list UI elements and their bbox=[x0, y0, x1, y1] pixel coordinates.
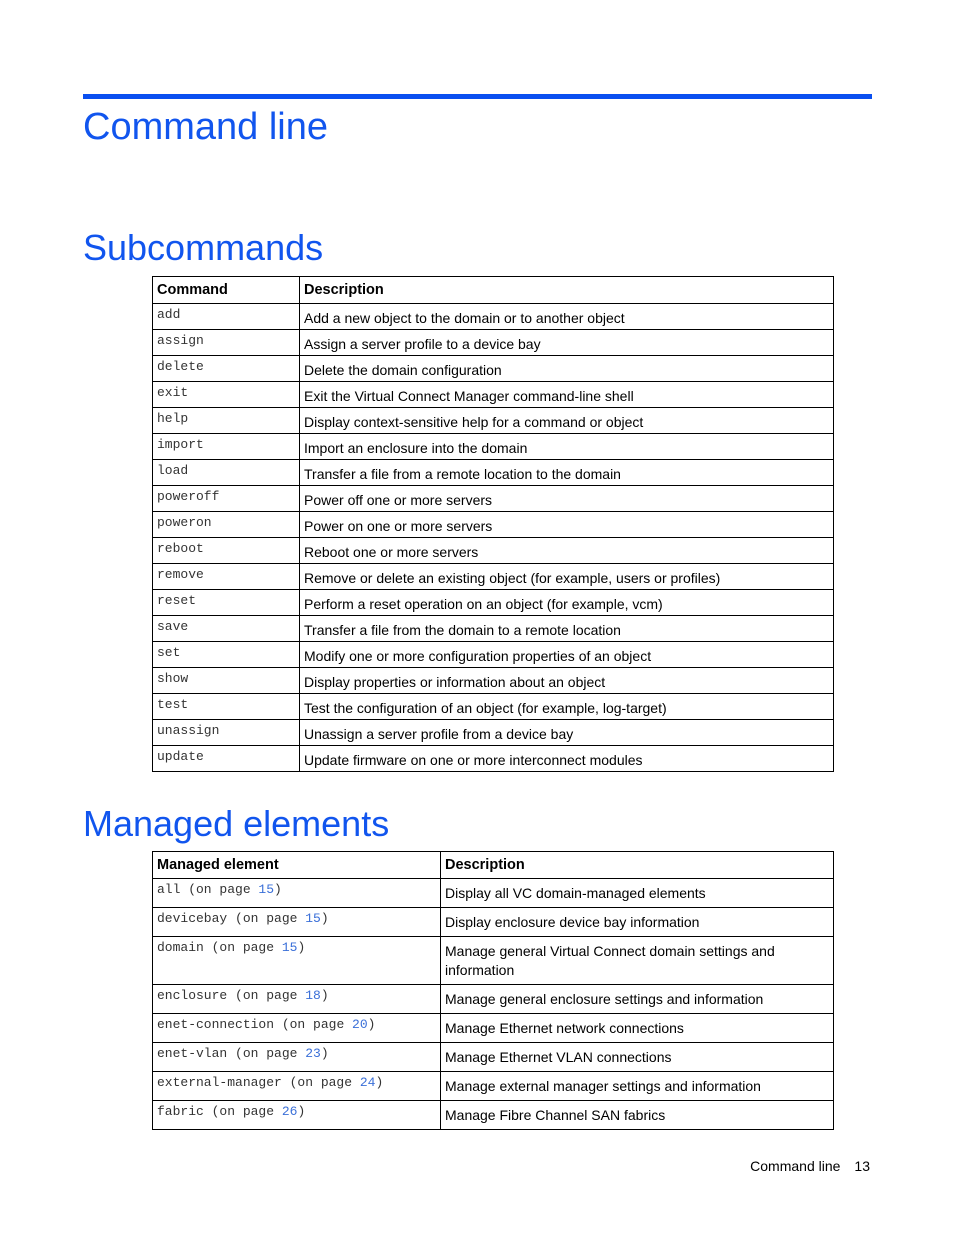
page-ref-suffix: ) bbox=[320, 1046, 329, 1061]
page-number: 13 bbox=[854, 1158, 870, 1174]
table-row bbox=[153, 434, 834, 460]
page-ref-prefix: (on page bbox=[180, 882, 259, 897]
table-row bbox=[153, 694, 834, 720]
table-row bbox=[153, 538, 834, 564]
description-cell: Perform a reset operation on an object (for example, vcm) bbox=[300, 590, 834, 616]
description-cell: Manage Fibre Channel SAN fabrics bbox=[441, 1101, 834, 1130]
command-cell: add bbox=[153, 304, 300, 330]
table-row bbox=[153, 720, 834, 746]
description-cell: Reboot one or more servers bbox=[300, 538, 834, 564]
page-ref-suffix: ) bbox=[320, 988, 329, 1003]
page-ref-prefix: (on page bbox=[203, 1104, 282, 1119]
description-cell: Test the configuration of an object (for example, log-target) bbox=[300, 694, 834, 720]
page-ref-suffix: ) bbox=[297, 940, 306, 955]
page-link[interactable]: 15 bbox=[305, 911, 321, 926]
description-cell: Power off one or more servers bbox=[300, 486, 834, 512]
description-cell: Display enclosure device bay information bbox=[441, 908, 834, 937]
table-row bbox=[153, 616, 834, 642]
table-row bbox=[153, 746, 834, 772]
element-name: all bbox=[157, 882, 181, 897]
element-name: external-manager bbox=[157, 1075, 282, 1090]
page-ref-prefix: (on page bbox=[227, 1046, 306, 1061]
page-link[interactable]: 18 bbox=[305, 988, 321, 1003]
page-link[interactable]: 23 bbox=[305, 1046, 321, 1061]
page-footer bbox=[750, 1158, 870, 1174]
page-link[interactable]: 26 bbox=[281, 1104, 298, 1119]
description-cell: Import an enclosure into the domain bbox=[300, 434, 834, 460]
managed-elements-table bbox=[152, 851, 834, 1130]
command-cell: remove bbox=[153, 564, 300, 590]
command-cell: unassign bbox=[153, 720, 300, 746]
table-row bbox=[153, 304, 834, 330]
description-cell: Manage Ethernet VLAN connections bbox=[441, 1043, 834, 1072]
command-cell: reboot bbox=[153, 538, 300, 564]
page-ref-prefix: (on page bbox=[203, 940, 282, 955]
description-cell: Display context-sensitive help for a command or object bbox=[300, 408, 834, 434]
description-cell: Remove or delete an existing object (for example, users or profiles) bbox=[300, 564, 834, 590]
element-name: enclosure bbox=[157, 988, 228, 1003]
element-name: fabric bbox=[157, 1104, 204, 1119]
table-row bbox=[153, 512, 834, 538]
col-element-header: Managed element bbox=[153, 852, 441, 879]
command-cell: import bbox=[153, 434, 300, 460]
col-description-header: Description bbox=[300, 277, 834, 304]
description-cell: Display all VC domain-managed elements bbox=[441, 879, 834, 908]
command-cell: update bbox=[153, 746, 300, 772]
description-cell: Manage general Virtual Connect domain settings and information bbox=[441, 937, 834, 985]
command-cell: poweroff bbox=[153, 486, 300, 512]
command-cell: test bbox=[153, 694, 300, 720]
page-link[interactable]: 20 bbox=[352, 1017, 368, 1032]
page-ref-suffix: ) bbox=[375, 1075, 384, 1090]
table-row bbox=[153, 1014, 834, 1043]
subcommands-heading: Subcommands bbox=[83, 227, 324, 268]
element-name: enet-vlan bbox=[157, 1046, 228, 1061]
page-ref-prefix: (on page bbox=[227, 911, 306, 926]
table-row bbox=[153, 1072, 834, 1101]
command-cell: delete bbox=[153, 356, 300, 382]
page-link[interactable]: 15 bbox=[281, 940, 298, 955]
page-title: Command line bbox=[83, 106, 328, 148]
description-cell: Add a new object to the domain or to another object bbox=[300, 304, 834, 330]
element-cell bbox=[153, 1014, 441, 1043]
command-cell: help bbox=[153, 408, 300, 434]
top-rule bbox=[83, 94, 872, 99]
table-row bbox=[153, 590, 834, 616]
command-cell: show bbox=[153, 668, 300, 694]
description-cell: Manage Ethernet network connections bbox=[441, 1014, 834, 1043]
command-cell: assign bbox=[153, 330, 300, 356]
description-cell: Display properties or information about an object bbox=[300, 668, 834, 694]
page-ref-suffix: ) bbox=[367, 1017, 376, 1032]
table-row bbox=[153, 460, 834, 486]
description-cell: Assign a server profile to a device bay bbox=[300, 330, 834, 356]
description-cell: Transfer a file from the domain to a remote location bbox=[300, 616, 834, 642]
page-ref-prefix: (on page bbox=[227, 988, 306, 1003]
table-row bbox=[153, 1101, 834, 1130]
col-command-header: Command bbox=[153, 277, 300, 304]
description-cell: Modify one or more configuration properties of an object bbox=[300, 642, 834, 668]
table-row bbox=[153, 668, 834, 694]
element-cell bbox=[153, 937, 441, 985]
table-row bbox=[153, 356, 834, 382]
page-ref-prefix: (on page bbox=[281, 1075, 360, 1090]
description-cell: Update firmware on one or more interconnect modules bbox=[300, 746, 834, 772]
command-cell: set bbox=[153, 642, 300, 668]
page-ref-suffix: ) bbox=[297, 1104, 306, 1119]
element-cell bbox=[153, 879, 441, 908]
table-row bbox=[153, 642, 834, 668]
table-row bbox=[153, 937, 834, 985]
page-ref-suffix: ) bbox=[320, 911, 329, 926]
table-row bbox=[153, 908, 834, 937]
description-cell: Transfer a file from a remote location to the domain bbox=[300, 460, 834, 486]
element-cell bbox=[153, 985, 441, 1014]
command-cell: exit bbox=[153, 382, 300, 408]
description-cell: Manage external manager settings and information bbox=[441, 1072, 834, 1101]
element-name: enet-connection bbox=[157, 1017, 275, 1032]
command-cell: reset bbox=[153, 590, 300, 616]
table-row bbox=[153, 486, 834, 512]
description-cell: Exit the Virtual Connect Manager command-line shell bbox=[300, 382, 834, 408]
page-link[interactable]: 24 bbox=[359, 1075, 376, 1090]
table-row bbox=[153, 382, 834, 408]
element-cell bbox=[153, 1101, 441, 1130]
element-cell bbox=[153, 908, 441, 937]
element-cell bbox=[153, 1072, 441, 1101]
command-cell: load bbox=[153, 460, 300, 486]
table-row bbox=[153, 985, 834, 1014]
description-cell: Unassign a server profile from a device bay bbox=[300, 720, 834, 746]
footer-section: Command line bbox=[750, 1158, 841, 1174]
description-cell: Manage general enclosure settings and information bbox=[441, 985, 834, 1014]
subcommands-table bbox=[152, 276, 834, 772]
table-row bbox=[153, 408, 834, 434]
table-row bbox=[153, 879, 834, 908]
element-cell bbox=[153, 1043, 441, 1072]
description-cell: Power on one or more servers bbox=[300, 512, 834, 538]
element-name: domain bbox=[157, 940, 204, 955]
table-row bbox=[153, 330, 834, 356]
command-cell: save bbox=[153, 616, 300, 642]
command-cell: poweron bbox=[153, 512, 300, 538]
page-link[interactable]: 15 bbox=[258, 882, 275, 897]
col-description-header: Description bbox=[441, 852, 834, 879]
page-ref-prefix: (on page bbox=[274, 1017, 353, 1032]
element-name: devicebay bbox=[157, 911, 228, 926]
table-row bbox=[153, 1043, 834, 1072]
description-cell: Delete the domain configuration bbox=[300, 356, 834, 382]
managed-elements-heading: Managed elements bbox=[83, 803, 390, 844]
page-ref-suffix: ) bbox=[274, 882, 282, 897]
table-row bbox=[153, 564, 834, 590]
